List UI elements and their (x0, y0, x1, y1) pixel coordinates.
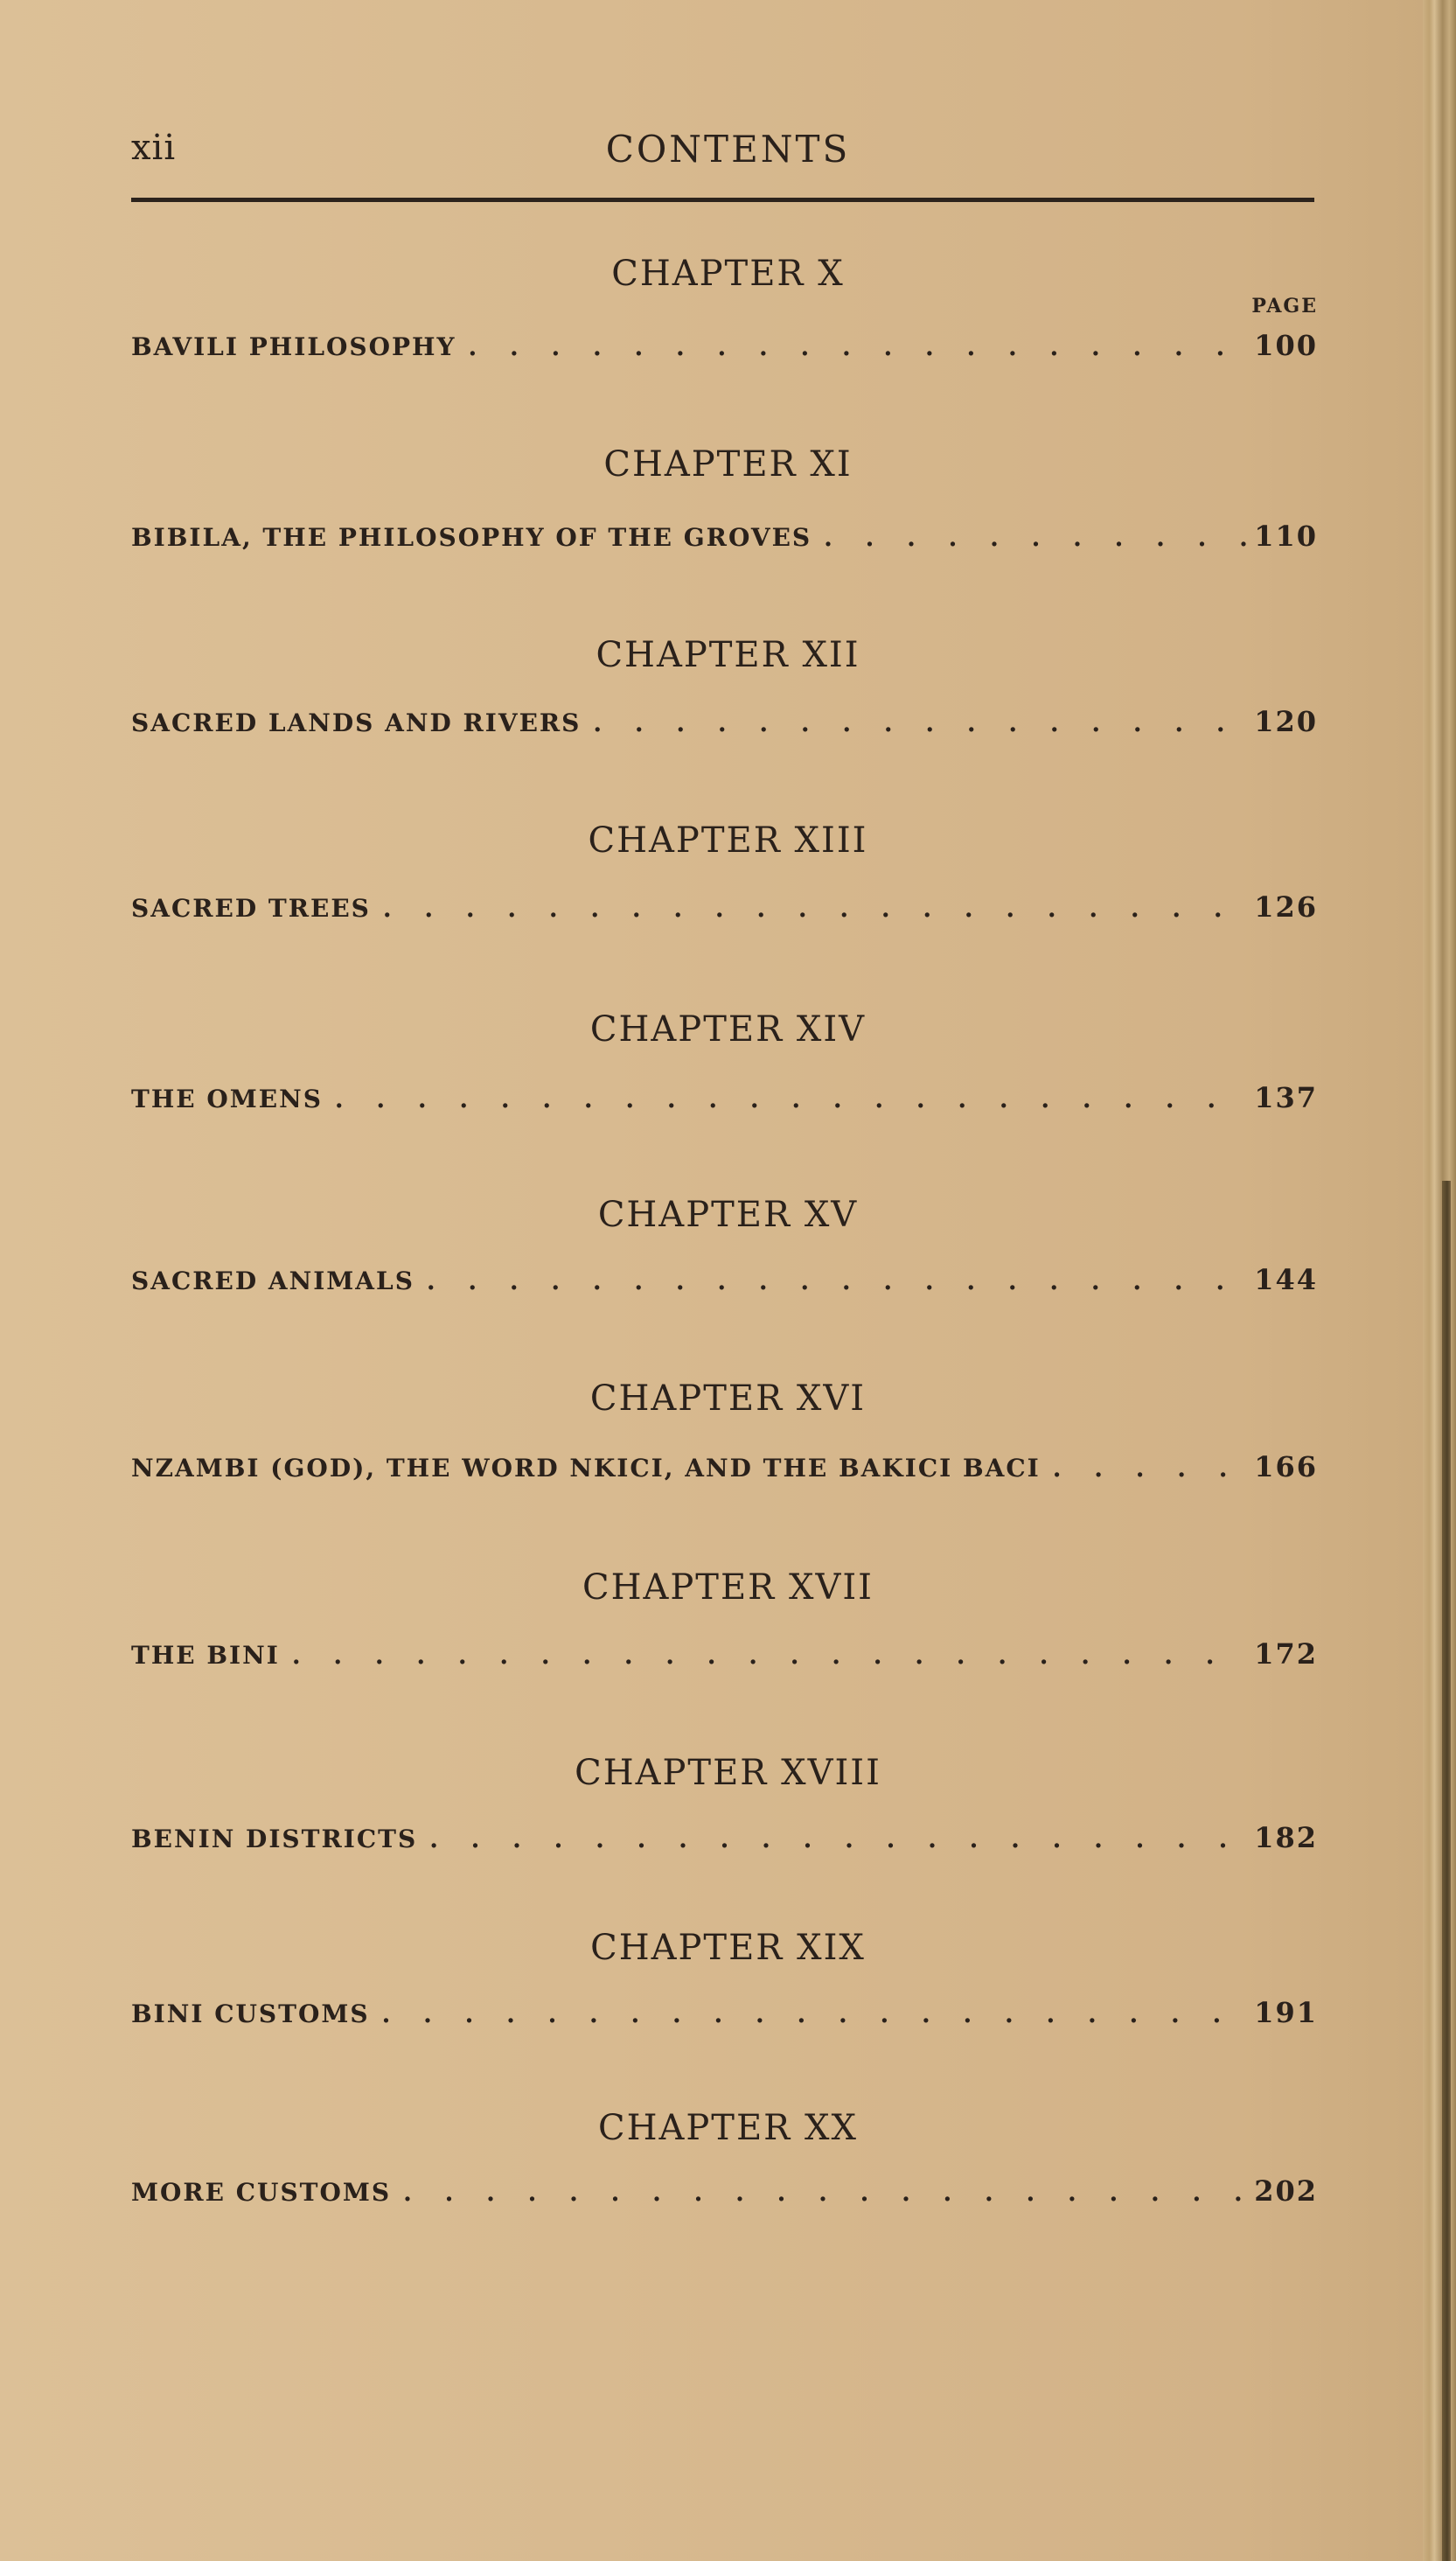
toc-line (131, 1263, 1318, 1298)
entry-page: 172 (1254, 1637, 1318, 1671)
chapter-heading: CHAPTER XVI (589, 1378, 867, 1419)
toc-line (131, 705, 1318, 740)
running-head-title: CONTENTS (605, 128, 851, 171)
toc-line (131, 329, 1318, 364)
chapter-heading: CHAPTER XIV (589, 1009, 867, 1050)
dot-leader (415, 1267, 1249, 1295)
chapter-heading: CHAPTER XVIII (575, 1753, 881, 1793)
toc-line (131, 1637, 1318, 1672)
toc-line (131, 2174, 1318, 2209)
header-rule (131, 198, 1314, 202)
page-column-label: PAGE (1251, 295, 1318, 318)
chapter-heading: CHAPTER XIX (590, 1928, 866, 1968)
dot-leader (371, 894, 1249, 923)
entry-title: SACRED TREES (131, 894, 371, 923)
entry-page: 110 (1254, 520, 1318, 553)
entry-title: BINI CUSTOMS (131, 1999, 370, 2028)
entry-page: 182 (1254, 1821, 1318, 1854)
dot-leader (812, 523, 1249, 552)
entry-page: 126 (1254, 890, 1318, 924)
dot-leader (391, 2178, 1249, 2207)
dot-leader (323, 1085, 1249, 1113)
entry-title: NZAMBI (GOD), THE WORD NKICI, AND THE BAKICI BACI (131, 1454, 1041, 1483)
toc-line (131, 520, 1318, 555)
chapter-heading: CHAPTER XIII (588, 820, 868, 861)
entry-title: BIBILA, THE PHILOSOPHY OF THE GROVES (131, 523, 812, 552)
dot-leader (417, 1825, 1249, 1853)
dot-leader (456, 332, 1250, 361)
entry-page: 144 (1254, 1263, 1318, 1296)
toc-line (131, 1450, 1318, 1485)
chapter-heading: CHAPTER X (611, 254, 845, 294)
entry-title: SACRED ANIMALS (131, 1267, 415, 1295)
entry-title: THE BINI (131, 1641, 280, 1670)
entry-title: SACRED LANDS AND RIVERS (131, 708, 582, 737)
toc-line (131, 1996, 1318, 2031)
entry-page: 166 (1254, 1450, 1318, 1483)
toc-line (131, 1081, 1318, 1116)
dot-leader (370, 1999, 1250, 2028)
entry-page: 120 (1254, 705, 1318, 738)
dot-leader (280, 1641, 1249, 1670)
page-edge (1423, 0, 1456, 2561)
chapter-heading: CHAPTER XI (603, 444, 853, 485)
dot-leader (581, 708, 1249, 737)
chapter-heading: CHAPTER XII (596, 635, 860, 675)
dot-leader (1041, 1454, 1249, 1483)
entry-title: MORE CUSTOMS (131, 2178, 392, 2207)
entry-title: THE OMENS (131, 1085, 323, 1113)
chapter-heading: CHAPTER XVII (582, 1567, 874, 1608)
entry-page: 202 (1254, 2174, 1318, 2208)
entry-page: 191 (1254, 1996, 1318, 2029)
toc-line (131, 890, 1318, 925)
entry-page: 137 (1254, 1081, 1318, 1114)
entry-page: 100 (1254, 329, 1318, 362)
chapter-heading: CHAPTER XX (598, 2108, 858, 2148)
entry-title: BAVILI PHILOSOPHY (131, 332, 456, 361)
toc-line (131, 1821, 1318, 1856)
entry-title: BENIN DISTRICTS (131, 1825, 418, 1853)
chapter-heading: CHAPTER XV (597, 1195, 859, 1235)
page-number: xii (131, 128, 177, 168)
